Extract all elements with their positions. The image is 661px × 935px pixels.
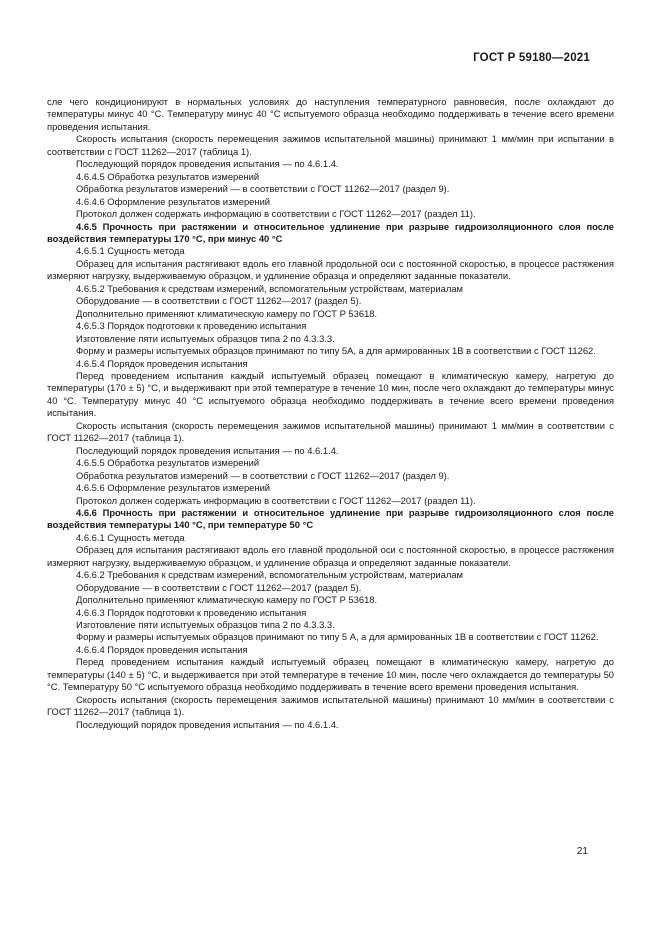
paragraph: 4.6.6.3 Порядок подготовки к проведению испытания: [76, 606, 307, 618]
paragraph: Образец для испытания растягивают вдоль его главной продольной оси с постоянной скоростью, в процессе растяжения измеряют нагрузку, выдерживаемую образцом, и удлинение образца и определяют заданные показатели.: [47, 257, 614, 282]
paragraph: Перед проведением испытания каждый испытуемый образец помещают в климатическую камеру, нагретую до температуры (140 ± 5) °С, и выдерживается при этой температуре в течение 10 мин, после чего охлаждается до температуры 50 °С. Температуру 50 °С испытуемого образца необходимо поддерживать в течение всего времени проведения испытания.: [47, 656, 614, 693]
paragraph: Изготовление пяти испытуемых образцов типа 2 по 4.3.3.3.: [76, 619, 335, 631]
paragraph: Оборудование — в соответствии с ГОСТ 11262—2017 (раздел 5).: [76, 295, 362, 307]
paragraph: Протокол должен содержать информацию в соответствии с ГОСТ 11262—2017 (раздел 11).: [76, 208, 476, 220]
paragraph: 4.6.5.6 Оформление результатов измерений: [76, 482, 271, 494]
paragraph: Скорость испытания (скорость перемещения зажимов испытательной машины) принимают 10 мм/мин в соответствии с ГОСТ 11262—2017 (таблица 1).: [47, 693, 614, 718]
paragraph: Последующий порядок проведения испытания — по 4.6.1.4.: [76, 158, 339, 170]
paragraph: Оборудование — в соответствии с ГОСТ 11262—2017 (раздел 5).: [76, 581, 362, 593]
section-heading: 4.6.5 Прочность при растяжении и относительное удлинение при разрыве гидроизоляционного слоя после воздействия температуры 170 °С, при минус 40 °С: [47, 220, 614, 244]
paragraph: Протокол должен содержать информацию в соответствии с ГОСТ 11262—2017 (раздел 11).: [76, 494, 476, 506]
paragraph: 4.6.5.5 Обработка результатов измерений: [76, 457, 260, 469]
paragraph: 4.6.4.5 Обработка результатов измерений: [76, 170, 260, 182]
paragraph: 4.6.6.2 Требования к средствам измерений, вспомогательным устройствам, материалам: [76, 569, 463, 581]
paragraph: Дополнительно применяют климатическую камеру по ГОСТ Р 53618.: [76, 594, 378, 606]
paragraph: Скорость испытания (скорость перемещения зажимов испытательной машины) принимают 1 мм/мин в соответствии с ГОСТ 11262—2017 (таблица 1).: [47, 419, 614, 444]
paragraph: Скорость испытания (скорость перемещения зажимов испытательной машины) принимают 1 мм/мин при испытании в соответствии с ГОСТ 11262—2017 (таблица 1).: [47, 133, 614, 157]
paragraph: 4.6.4.6 Оформление результатов измерений: [76, 195, 271, 207]
paragraph: Образец для испытания растягивают вдоль его главной продольной оси с постоянной скоростью, в процессе растяжения измеряют нагрузку, выдерживаемую образцом, и удлинение образца и определяют заданные показатели.: [47, 544, 614, 568]
paragraph: 4.6.5.3 Порядок подготовки к проведению испытания: [76, 320, 307, 332]
paragraph: 4.6.5.1 Сущность метода: [76, 245, 185, 257]
paragraph: сле чего кондиционируют в нормальных условиях до наступления температурного равновесия, после охлаждают до температуры минус 40 °С. Температуру минус 40 °С испытуемого образца необходимо поддерживать в течение всего времени проведения испытания.: [47, 96, 614, 132]
paragraph: Форму и размеры испытуемых образцов принимают по типу 5 А, а для армированных 1В в соответствии с ГОСТ 11262.: [76, 631, 599, 643]
paragraph: Перед проведением испытания каждый испытуемый образец помещают в климатическую камеру, нагретую до температуры (170 ± 5) °С, и выдерживают при этой температуре в течение 10 мин, после чего охлаждают до температуры минус 40 °С. Температуру минус 40 °С испытуемого образца необходимо поддерживать в течение всего времени проведения испытания.: [47, 369, 614, 419]
paragraph: Последующий порядок проведения испытания — по 4.6.1.4.: [76, 444, 339, 456]
paragraph: Изготовление пяти испытуемых образцов типа 2 по 4.3.3.3.: [76, 332, 335, 344]
paragraph: Обработка результатов измерений — в соответствии с ГОСТ 11262—2017 (раздел 9).: [76, 469, 450, 481]
paragraph: Дополнительно применяют климатическую камеру по ГОСТ Р 53618.: [76, 307, 378, 319]
document-id-header: ГОСТ Р 59180—2021: [473, 52, 590, 64]
paragraph: 4.6.6.4 Порядок проведения испытания: [76, 643, 248, 655]
section-heading: 4.6.6 Прочность при растяжении и относительное удлинение при разрыве гидроизоляционного слоя после воздействия температуры 140 °С, при температуре 50 °С: [47, 506, 614, 531]
paragraph: Форму и размеры испытуемых образцов принимают по типу 5А, а для армированных 1В в соответствии с ГОСТ 11262.: [76, 345, 596, 357]
paragraph: Обработка результатов измерений — в соответствии с ГОСТ 11262—2017 (раздел 9).: [76, 183, 450, 195]
paragraph: 4.6.5.2 Требования к средствам измерений, вспомогательным устройствам, материалам: [76, 282, 463, 294]
paragraph: Последующий порядок проведения испытания — по 4.6.1.4.: [76, 718, 339, 730]
page-number: 21: [576, 846, 588, 857]
paragraph: 4.6.5.4 Порядок проведения испытания: [76, 357, 248, 369]
paragraph: 4.6.6.1 Сущность метода: [76, 531, 185, 543]
document-body: [47, 96, 614, 731]
